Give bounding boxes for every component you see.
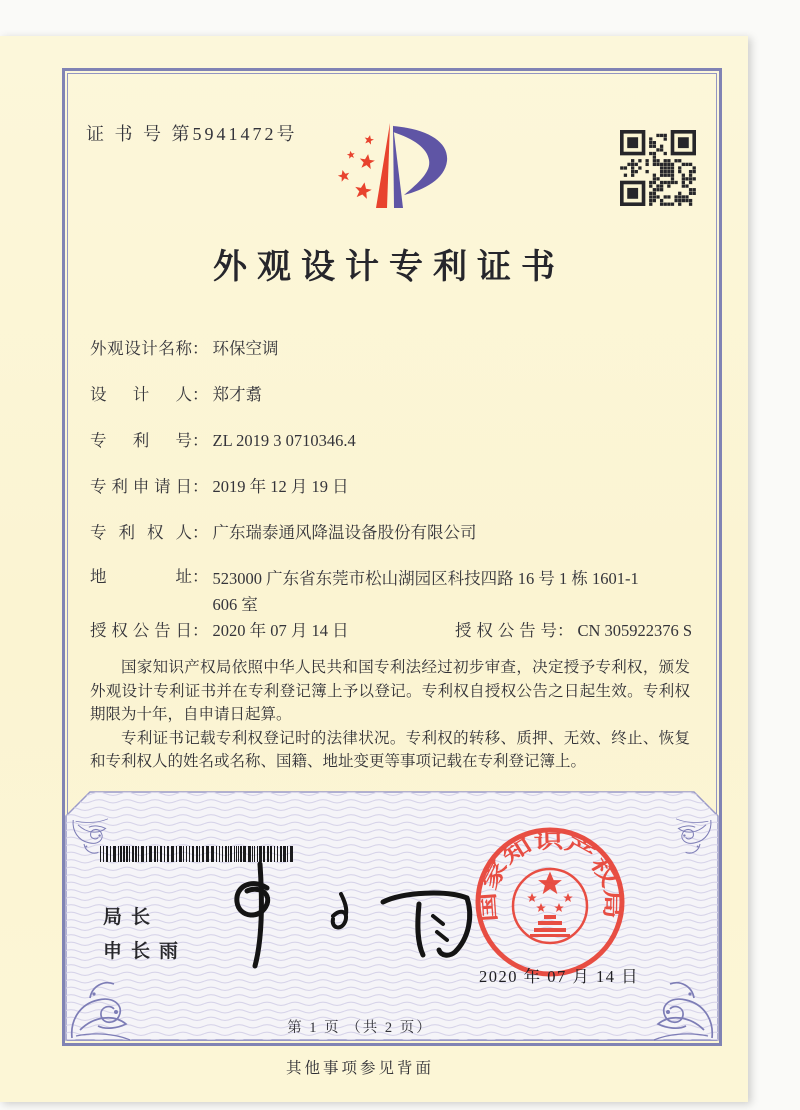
seal-grant-date: 2020 年 07 月 14 日 <box>479 967 640 986</box>
field-colon: ： <box>192 385 209 404</box>
field-label: 专利号 <box>90 431 192 450</box>
field-label: 地址 <box>90 567 192 586</box>
field-colon: ： <box>192 567 209 586</box>
grant-number-value: CN 305922376 S <box>577 621 693 640</box>
commissioner-name: 申长雨 <box>103 941 188 962</box>
page-indicator: 第 1 页 （共 2 页） <box>287 1020 433 1036</box>
field-colon: ： <box>557 621 574 640</box>
field-patentee <box>90 522 477 544</box>
commissioner-title: 局长 <box>103 907 160 928</box>
field-colon: ： <box>192 339 209 358</box>
field-colon: ： <box>192 621 209 640</box>
field-value: 广东瑞泰通风降温设备股份有限公司 <box>212 523 477 542</box>
field-grant-row <box>90 620 694 642</box>
cnipa-p-logo-icon <box>336 116 466 216</box>
field-designer <box>90 384 262 406</box>
grant-number-pair <box>455 620 692 642</box>
field-colon: ： <box>192 477 209 496</box>
address-line-2: 606 室 <box>212 595 258 614</box>
footer-note: 其他事项参见背面 <box>285 1060 434 1077</box>
field-patent-number <box>90 430 356 452</box>
qr-code-icon <box>620 130 696 206</box>
field-label: 专利权人 <box>90 523 192 542</box>
address-line-1: 523000 广东省东莞市松山湖园区科技四路 16 号 1 栋 1601-1 <box>212 569 639 588</box>
field-value: 郑才翥 <box>212 385 262 404</box>
field-value <box>213 566 683 618</box>
field-label: 授权公告号 <box>455 621 557 640</box>
field-label: 专利申请日 <box>90 477 192 496</box>
certificate-number: 证 书 号 第5941472号 <box>86 124 298 144</box>
grant-date-value: 2020 年 07 月 14 日 <box>212 621 349 640</box>
field-value: ZL 2019 3 0710346.4 <box>212 431 356 450</box>
field-colon: ： <box>192 431 209 450</box>
legal-paragraph-2: 专利证书记载专利权登记时的法律状况。专利权的转移、质押、无效、终止、恢复和专利权人的姓名或名称、国籍、地址变更等事项记载在专利登记簿上。 <box>90 729 690 770</box>
field-label: 授权公告日 <box>90 621 192 640</box>
legal-text <box>90 656 690 774</box>
field-label: 设计人 <box>90 385 192 404</box>
cnipa-round-seal-icon <box>470 822 632 984</box>
field-colon: ： <box>192 523 209 542</box>
legal-paragraph-1: 国家知识产权局依照中华人民共和国专利法经过初步审查，决定授予专利权，颁发外观设计专利证书并在专利登记簿上予以登记。专利权自授权公告之日起生效。专利权期限为十年，自申请日起算。 <box>90 659 690 723</box>
field-address <box>90 566 683 618</box>
field-design-name <box>90 338 279 360</box>
field-value: 2019 年 12 月 19 日 <box>212 477 349 496</box>
field-label: 外观设计名称 <box>90 339 192 358</box>
commissioner-signature <box>205 858 480 973</box>
field-filing-date <box>90 476 349 498</box>
certificate-title: 外观设计专利证书 <box>213 249 565 286</box>
field-value: 环保空调 <box>212 339 279 358</box>
seal-agency-text: 国家知识产权局 <box>477 830 623 923</box>
